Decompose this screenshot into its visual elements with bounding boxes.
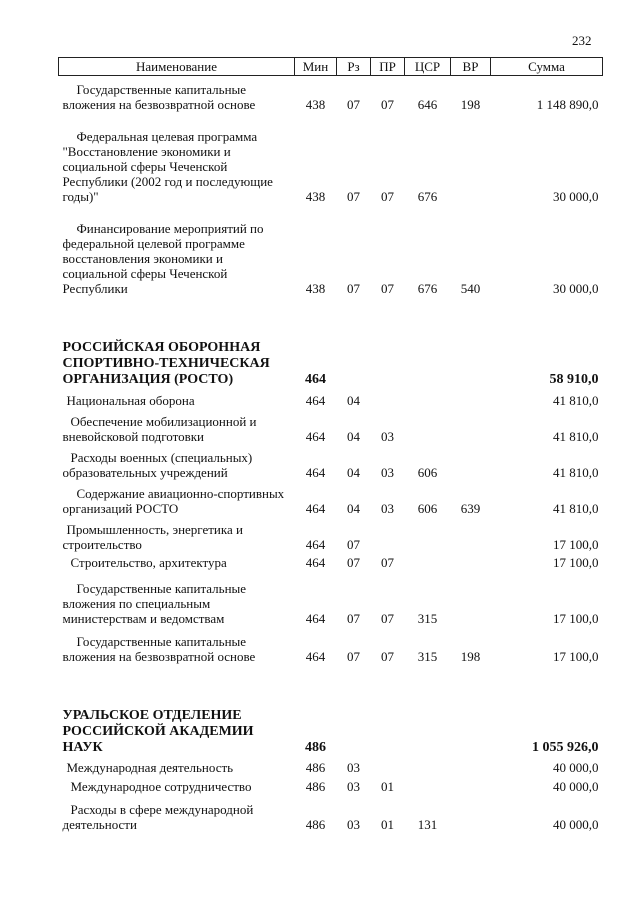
row-sum: 41 810,0 <box>553 500 599 516</box>
row-min: 486 <box>305 759 326 775</box>
row-vr <box>451 296 491 388</box>
table-row <box>59 570 603 626</box>
row-pr: 07 <box>381 554 394 570</box>
row-pr: 01 <box>381 778 394 794</box>
column-header-vr: ВР <box>451 58 491 76</box>
row-rz: 07 <box>347 280 360 296</box>
row-rz: 07 <box>347 648 360 664</box>
row-rz: 03 <box>347 759 360 775</box>
table-row <box>59 775 603 794</box>
row-csr <box>405 388 451 408</box>
row-rz: 03 <box>347 778 360 794</box>
column-header-csr: ЦСР <box>405 58 451 76</box>
row-rz: 04 <box>347 392 360 408</box>
row-vr: 540 <box>460 280 481 296</box>
row-min: 486 <box>305 739 326 755</box>
row-sum: 40 000,0 <box>553 816 599 832</box>
row-csr: 676 <box>417 280 438 296</box>
row-pr <box>371 388 405 408</box>
row-min: 438 <box>305 280 326 296</box>
row-name: Государственные капитальные вложения на безвозвратной основе <box>62 633 256 664</box>
row-pr: 07 <box>381 610 394 626</box>
row-rz <box>337 296 371 388</box>
row-pr: 07 <box>381 188 394 204</box>
table-row <box>59 626 603 664</box>
row-pr: 07 <box>381 648 394 664</box>
row-pr: 01 <box>381 816 394 832</box>
row-csr <box>405 756 451 775</box>
row-name: Расходы военных (специальных) образовательных учреждений <box>62 449 253 480</box>
row-csr: 646 <box>417 96 438 112</box>
row-sum: 41 810,0 <box>553 464 599 480</box>
column-header-sum: Сумма <box>491 58 603 76</box>
row-rz: 07 <box>347 536 360 552</box>
table-row <box>59 480 603 516</box>
row-vr: 198 <box>460 96 481 112</box>
row-name: Расходы в сфере международной деятельности <box>62 801 254 832</box>
row-name: Промышленность, энергетика и строительство <box>62 521 243 552</box>
table-row <box>59 444 603 480</box>
row-csr <box>405 296 451 388</box>
budget-table <box>58 57 603 832</box>
table-row <box>59 756 603 775</box>
row-min: 464 <box>305 464 326 480</box>
row-min: 464 <box>305 536 326 552</box>
row-sum: 17 100,0 <box>553 536 599 552</box>
row-name: Международная деятельность <box>66 759 234 775</box>
row-rz: 07 <box>347 610 360 626</box>
row-rz: 07 <box>347 554 360 570</box>
column-header-name: Наименование <box>59 58 295 76</box>
row-name: Международное сотрудничество <box>70 778 252 794</box>
column-header-min: Мин <box>295 58 337 76</box>
row-pr: 03 <box>381 500 394 516</box>
row-pr <box>371 664 405 756</box>
row-rz: 07 <box>347 96 360 112</box>
row-csr: 315 <box>417 610 438 626</box>
row-csr <box>405 408 451 444</box>
row-name: Государственные капитальные вложения по специальным министерствам и ведомствам <box>62 580 247 626</box>
row-sum: 17 100,0 <box>553 554 599 570</box>
row-csr <box>405 664 451 756</box>
row-vr <box>451 794 491 832</box>
row-pr <box>371 756 405 775</box>
row-min: 464 <box>305 648 326 664</box>
row-vr <box>451 552 491 570</box>
row-csr: 676 <box>417 188 438 204</box>
row-csr <box>405 775 451 794</box>
row-sum: 1 148 890,0 <box>536 96 599 112</box>
row-sum: 1 055 926,0 <box>532 739 599 755</box>
row-name: Государственные капитальные вложения на безвозвратной основе <box>62 81 256 112</box>
row-csr: 131 <box>417 816 438 832</box>
row-min: 464 <box>305 392 326 408</box>
table-row <box>59 516 603 552</box>
row-vr <box>451 664 491 756</box>
section-name: РОССИЙСКАЯ ОБОРОННАЯ СПОРТИВНО-ТЕХНИЧЕСКАЯ ОРГАНИЗАЦИЯ (РОСТО) <box>62 339 270 387</box>
table-row <box>59 408 603 444</box>
row-vr <box>451 444 491 480</box>
row-vr <box>451 112 491 204</box>
row-name: Финансирование мероприятий по федеральной целевой программе восстановления экономики и социальной сферы Чеченской Республики <box>62 220 264 296</box>
row-sum: 41 810,0 <box>553 428 599 444</box>
table-row <box>59 388 603 408</box>
row-vr <box>451 756 491 775</box>
table-row <box>59 552 603 570</box>
row-min: 464 <box>305 428 326 444</box>
row-rz <box>337 664 371 756</box>
table-row <box>59 794 603 832</box>
row-sum: 41 810,0 <box>553 392 599 408</box>
row-csr: 315 <box>417 648 438 664</box>
table-row <box>59 112 603 204</box>
row-pr: 03 <box>381 464 394 480</box>
table-row <box>59 204 603 296</box>
row-vr: 639 <box>460 500 481 516</box>
row-rz: 04 <box>347 428 360 444</box>
row-min: 464 <box>305 554 326 570</box>
row-name: Содержание авиационно-спортивных организаций РОСТО <box>62 485 285 516</box>
row-sum: 58 910,0 <box>549 371 599 387</box>
row-name: Федеральная целевая программа "Восстановление экономики и социальной сферы Чеченской Республики (2002 год и последующие годы)" <box>62 128 273 204</box>
row-sum: 17 100,0 <box>553 610 599 626</box>
row-rz: 07 <box>347 188 360 204</box>
row-rz: 04 <box>347 464 360 480</box>
row-csr: 606 <box>417 500 438 516</box>
row-sum: 40 000,0 <box>553 778 599 794</box>
row-name: Строительство, архитектура <box>70 554 227 570</box>
row-pr <box>371 516 405 552</box>
table-header-row <box>59 58 603 76</box>
row-name: Национальная оборона <box>66 392 195 408</box>
row-csr <box>405 516 451 552</box>
row-pr: 07 <box>381 96 394 112</box>
table-row <box>59 76 603 112</box>
row-pr <box>371 296 405 388</box>
page-number: 232 <box>572 33 592 48</box>
column-header-pr: ПР <box>371 58 405 76</box>
row-sum: 30 000,0 <box>553 188 599 204</box>
row-pr: 07 <box>381 280 394 296</box>
row-sum: 30 000,0 <box>553 280 599 296</box>
section-row <box>59 664 603 756</box>
row-min: 464 <box>305 371 326 387</box>
row-pr: 03 <box>381 428 394 444</box>
row-min: 486 <box>305 778 326 794</box>
column-header-rz: Рз <box>337 58 371 76</box>
row-sum: 40 000,0 <box>553 759 599 775</box>
row-min: 464 <box>305 610 326 626</box>
row-min: 438 <box>305 96 326 112</box>
row-vr <box>451 408 491 444</box>
row-rz: 04 <box>347 500 360 516</box>
row-min: 486 <box>305 816 326 832</box>
section-row <box>59 296 603 388</box>
row-csr: 606 <box>417 464 438 480</box>
row-min: 464 <box>305 500 326 516</box>
row-vr <box>451 516 491 552</box>
row-csr <box>405 552 451 570</box>
row-sum: 17 100,0 <box>553 648 599 664</box>
row-vr <box>451 775 491 794</box>
row-min: 438 <box>305 188 326 204</box>
row-vr <box>451 388 491 408</box>
row-rz: 03 <box>347 816 360 832</box>
row-name: Обеспечение мобилизационной и вневойсковой подготовки <box>62 413 257 444</box>
row-vr <box>451 570 491 626</box>
section-name: УРАЛЬСКОЕ ОТДЕЛЕНИЕ РОССИЙСКОЙ АКАДЕМИИ НАУК <box>62 707 254 755</box>
row-vr: 198 <box>460 648 481 664</box>
